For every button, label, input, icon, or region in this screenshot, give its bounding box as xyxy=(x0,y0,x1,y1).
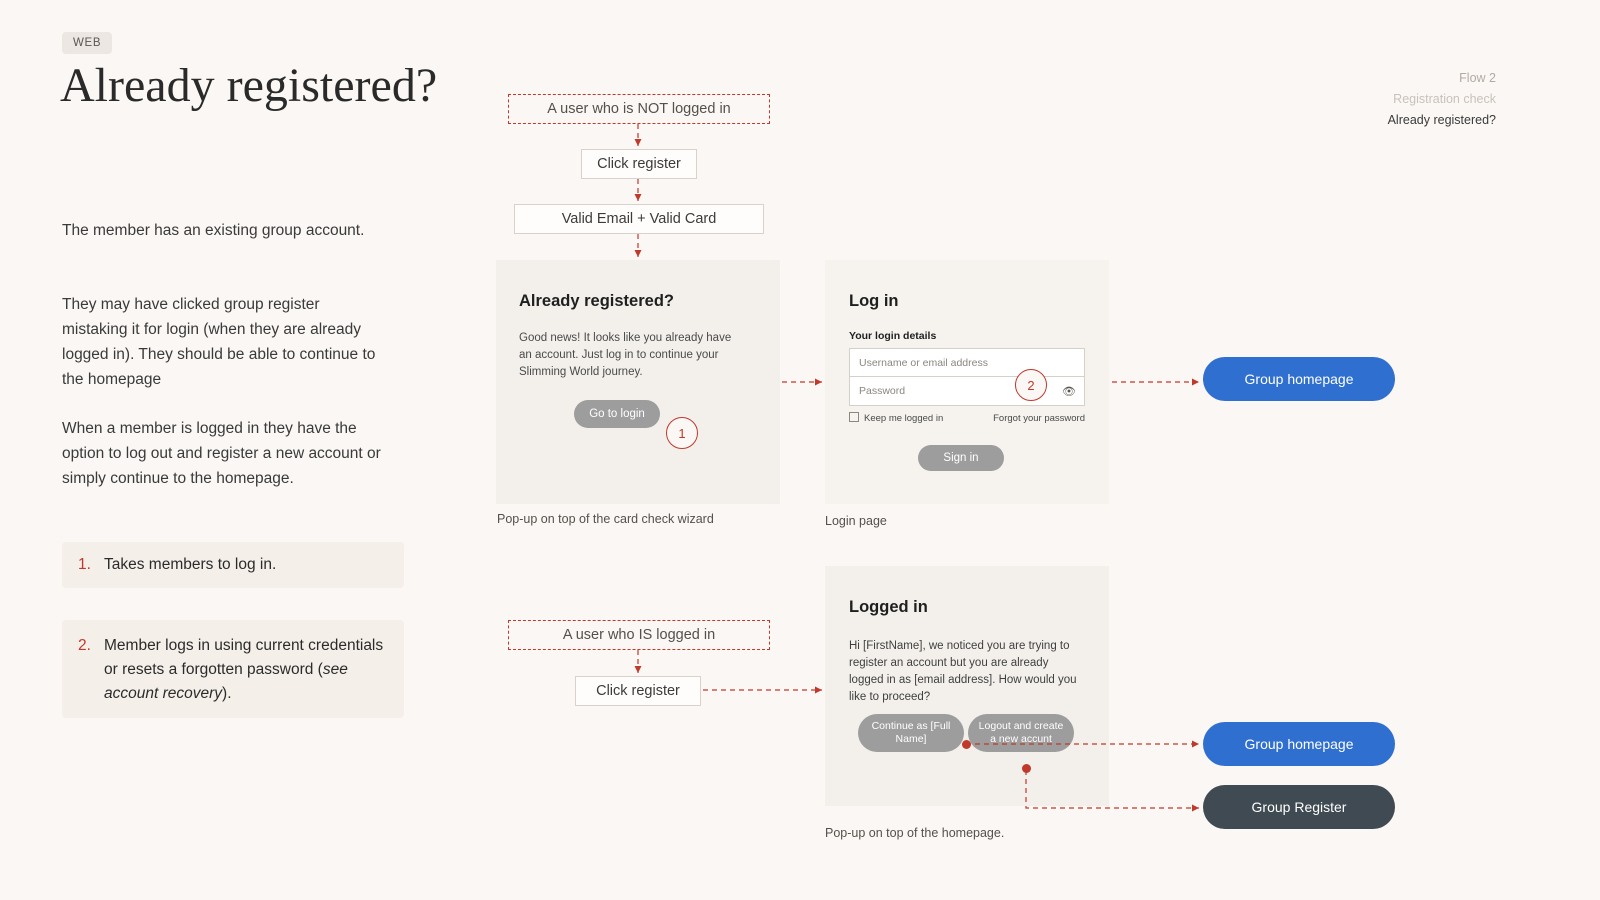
sign-in-button[interactable]: Sign in xyxy=(918,445,1004,471)
caption-login-page: Login page xyxy=(825,514,887,528)
node-click-register-top: Click register xyxy=(581,149,697,179)
note-number: 1. xyxy=(78,556,91,573)
annotation-marker-1: 1 xyxy=(666,417,698,449)
note-text xyxy=(104,634,388,704)
screen2-subheading: Your login details xyxy=(849,330,937,342)
keep-logged-in-label: Keep me logged in xyxy=(864,413,944,424)
go-to-login-button[interactable]: Go to login xyxy=(574,400,660,428)
platform-tag: WEB xyxy=(62,32,112,54)
note-number: 2. xyxy=(78,637,91,654)
screen3-heading: Logged in xyxy=(849,598,928,616)
note-item-2 xyxy=(62,620,404,718)
note-text-italic: see account recovery xyxy=(104,661,348,702)
continue-as-user-button[interactable]: Continue as [Full Name] xyxy=(858,714,964,752)
node-click-register-bottom: Click register xyxy=(575,676,701,706)
note-item-1 xyxy=(62,542,404,588)
note-text: Takes members to log in. xyxy=(104,556,277,573)
connector-dot-continue xyxy=(962,740,971,749)
caption-popup-card-check: Pop-up on top of the card check wizard xyxy=(497,512,714,526)
endpoint-group-homepage-top[interactable]: Group homepage xyxy=(1203,357,1395,401)
username-input[interactable]: Username or email address xyxy=(849,348,1085,377)
node-user-is-logged-in: A user who IS logged in xyxy=(508,620,770,650)
screen-login-page xyxy=(825,260,1109,504)
show-password-eye-icon[interactable]: 👁 xyxy=(1062,386,1076,398)
logout-create-account-button[interactable]: Logout and create a new accunt xyxy=(968,714,1074,752)
caption-popup-homepage: Pop-up on top of the homepage. xyxy=(825,826,1005,840)
login-options-row xyxy=(849,412,1085,424)
forgot-password-link[interactable]: Forgot your password xyxy=(993,412,1085,424)
endpoint-group-homepage-bottom[interactable]: Group homepage xyxy=(1203,722,1395,766)
annotation-marker-2: 2 xyxy=(1015,369,1047,401)
screen-logged-in-popup xyxy=(825,566,1109,806)
screen-already-registered xyxy=(496,260,780,504)
connector-dot-logout xyxy=(1022,764,1031,773)
screen2-heading: Log in xyxy=(849,292,899,310)
description-paragraph-3: When a member is logged in they have the option to log out and register a new account or simply continue to the homepage. xyxy=(62,420,381,487)
flow-header-line-3: Already registered? xyxy=(1387,113,1496,127)
keep-logged-in-checkbox[interactable] xyxy=(849,412,943,424)
screen1-heading: Already registered? xyxy=(519,292,674,310)
endpoint-group-register[interactable]: Group Register xyxy=(1203,785,1395,829)
screen1-body: Good news! It looks like you already have an account. Just log in to continue your Slimming World journey. xyxy=(519,332,732,378)
checkbox-box xyxy=(849,412,859,422)
page-title: Already registered? xyxy=(60,59,438,112)
description-paragraph-2: They may have clicked group register mistaking it for login (when they are already logged in). They should be able to continue to the homepage xyxy=(62,296,376,388)
flow-header-line-1: Flow 2 xyxy=(1459,71,1496,85)
screen3-body: Hi [FirstName], we noticed you are trying to register an account but you are already logged in as [email address]. How would you like to proceed? xyxy=(849,640,1077,703)
node-valid-email-card: Valid Email + Valid Card xyxy=(514,204,764,234)
note-text-post: ). xyxy=(222,685,232,702)
note-text-pre: Member logs in using current credentials or resets a forgotten password ( xyxy=(104,637,384,678)
password-input[interactable] xyxy=(849,377,1085,406)
flow-header xyxy=(1388,68,1496,131)
password-placeholder-text: Password xyxy=(859,385,906,397)
flow-header-line-2: Registration check xyxy=(1393,92,1496,106)
description-paragraph-1: The member has an existing group account. xyxy=(62,222,365,239)
node-user-not-logged-in: A user who is NOT logged in xyxy=(508,94,770,124)
